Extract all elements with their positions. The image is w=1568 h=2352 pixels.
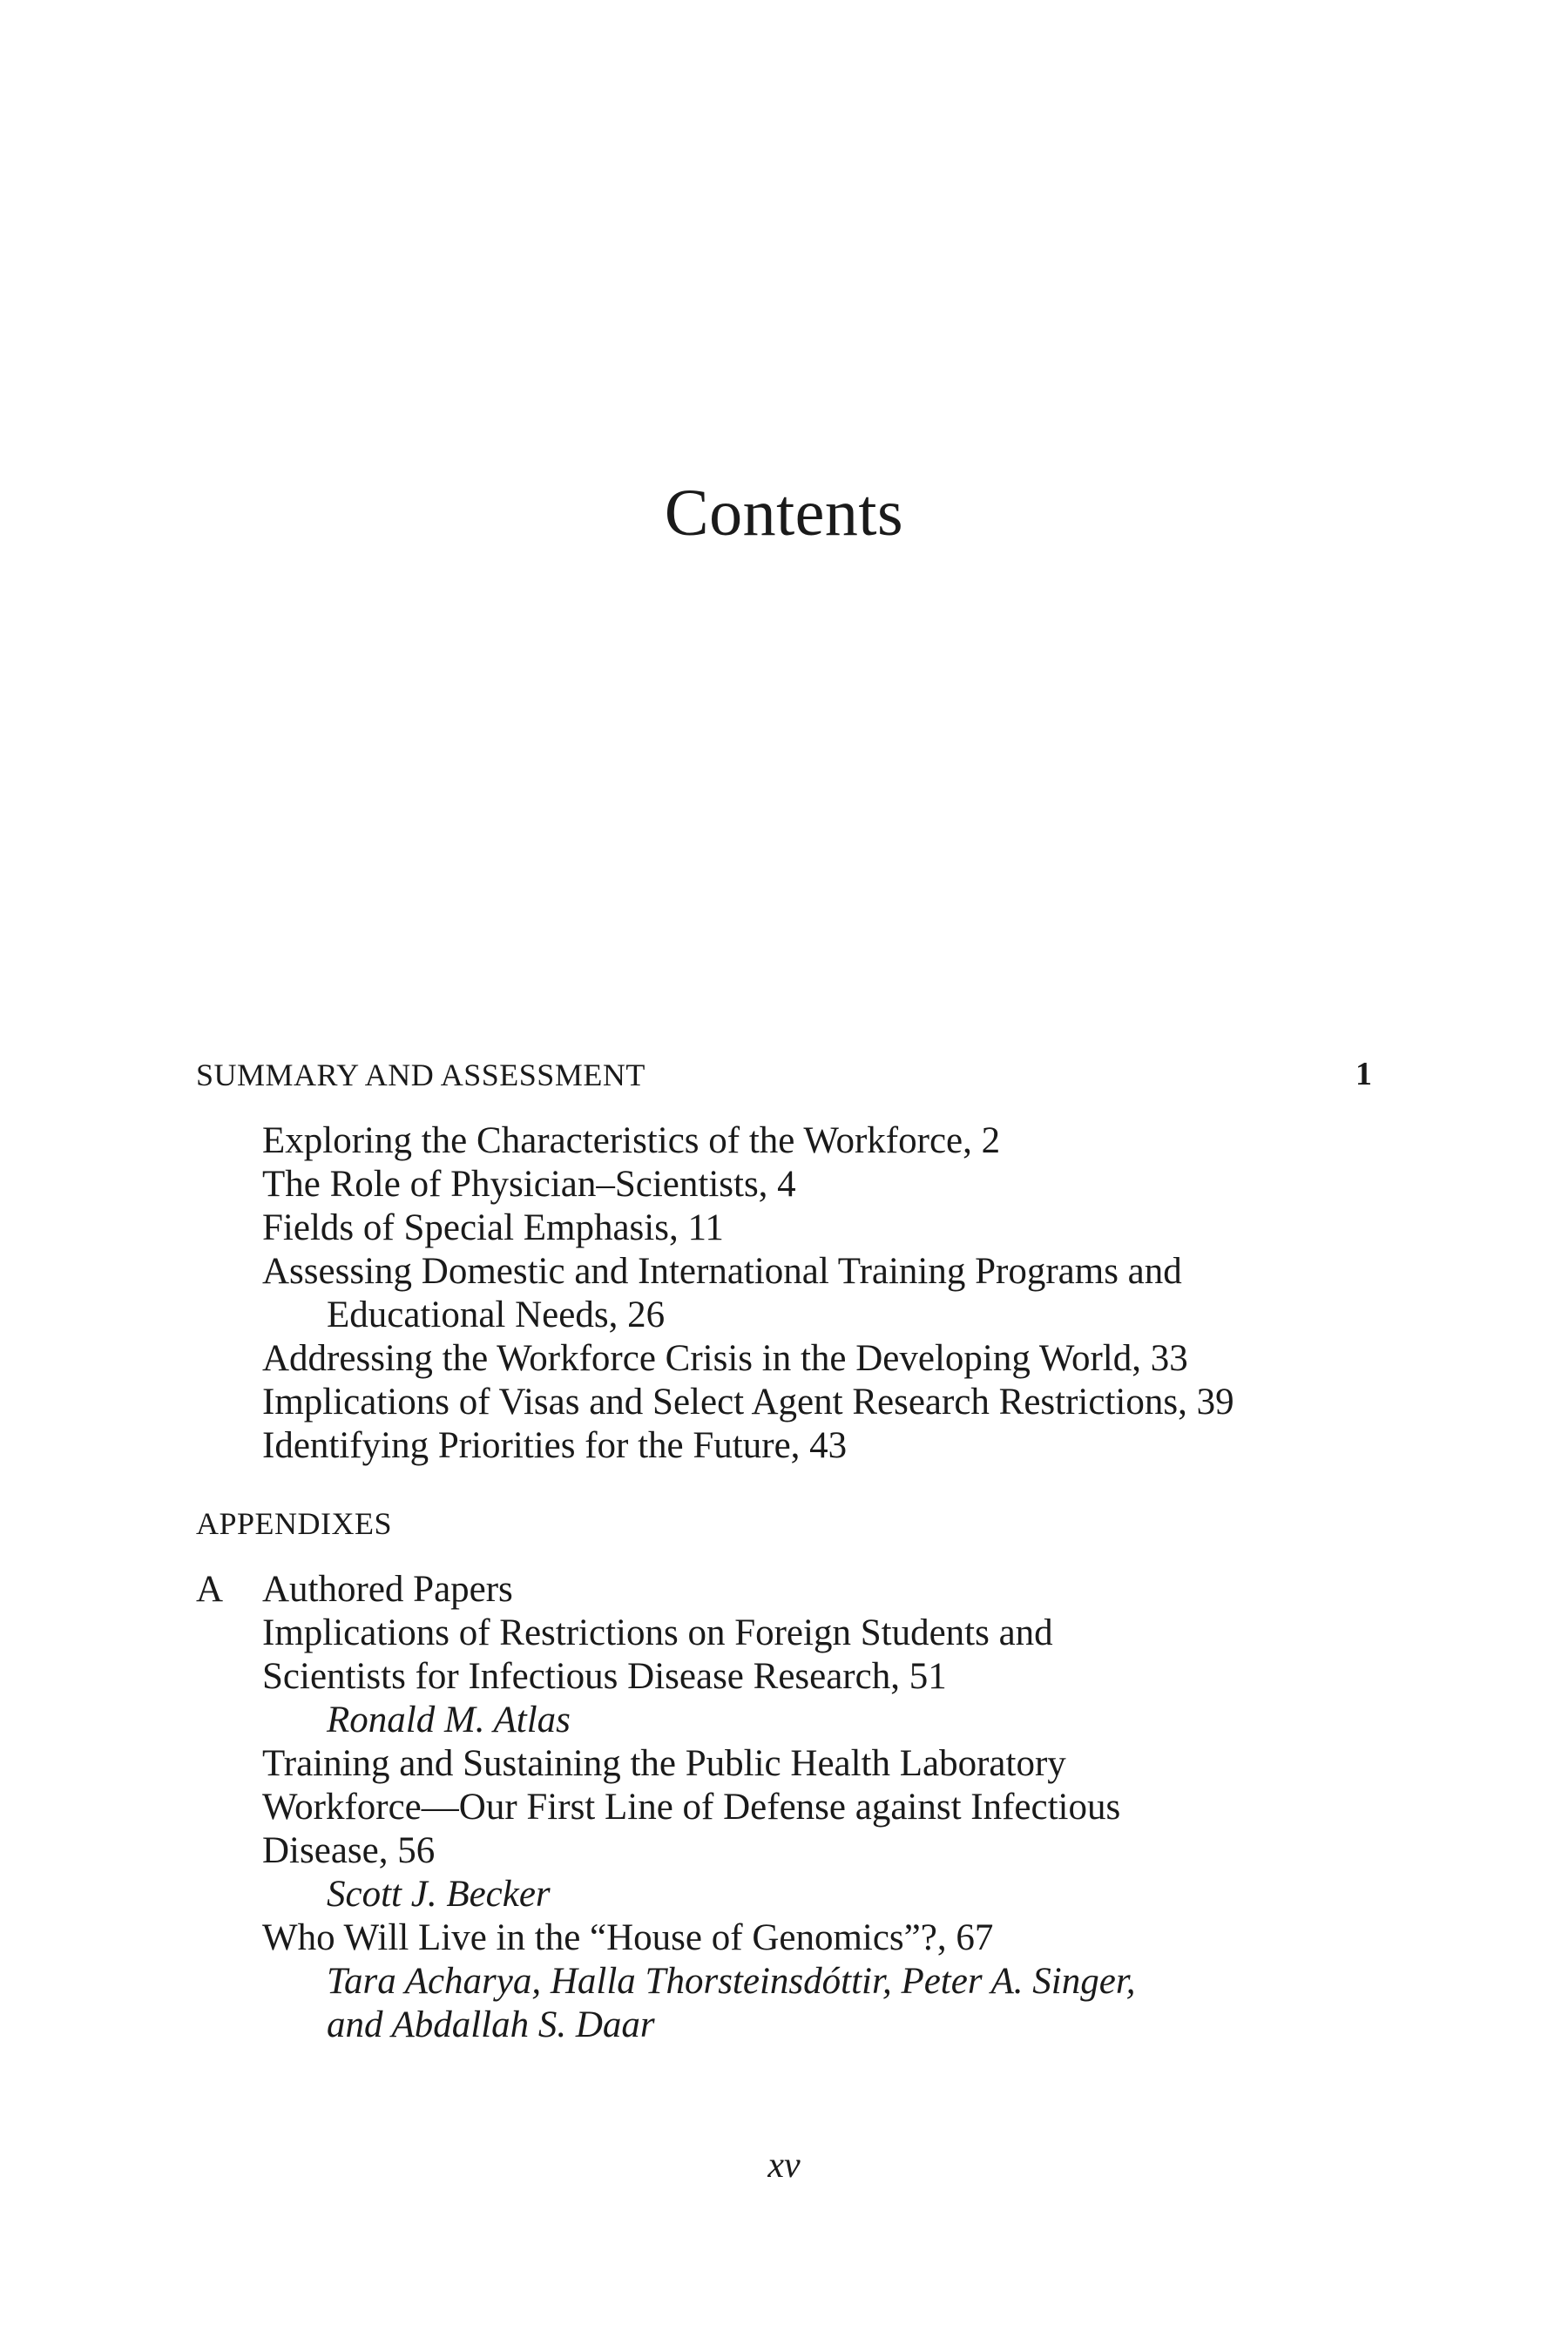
toc-entry: Addressing the Workforce Crisis in the Developing World, 33 [262,1338,1188,1379]
appendix-a-entries [196,1544,1372,2047]
toc-section-summary [196,1052,1372,1468]
section-page-number: 1 [1355,1056,1372,1092]
section-heading-appendixes: APPENDIXES [196,1506,393,1541]
section-heading-row [196,1052,1372,1096]
toc-entry: Fields of Special Emphasis, 11 [262,1207,724,1248]
paper-author: Tara Acharya, Halla Thorsteinsdóttir, Peter A. Singer, [327,1961,1136,2002]
toc-section-appendixes [196,1501,1372,2047]
toc-entry: Assessing Domestic and International Training Programs and [262,1251,1182,1292]
section-heading-summary: SUMMARY AND ASSESSMENT [196,1058,645,1092]
paper-title-line: Scientists for Infectious Disease Research, 51 [262,1656,947,1697]
page-folio: xv [767,2146,801,2186]
paper-author: Ronald M. Atlas [327,1700,571,1740]
toc-entry: Identifying Priorities for the Future, 43 [262,1425,848,1466]
paper-title-line: Implications of Restrictions on Foreign Students and [262,1612,1053,1653]
toc-entry-continuation: Educational Needs, 26 [327,1294,666,1335]
toc-entry: The Role of Physician–Scientists, 4 [262,1164,796,1205]
paper-title-line: Disease, 56 [262,1830,436,1871]
page-title: Contents [664,476,904,550]
paper-title-line: Training and Sustaining the Public Health Laboratory [262,1743,1066,1784]
appendix-title: Authored Papers [262,1569,513,1610]
summary-entries [196,1096,1372,1468]
paper-author: and Abdallah S. Daar [327,2004,655,2045]
table-of-contents [196,1052,1372,2047]
paper-author: Scott J. Becker [327,1874,551,1915]
appendix-letter: A [196,1569,224,1610]
section-heading-row [196,1501,1372,1544]
toc-entry: Implications of Visas and Select Agent Research Restrictions, 39 [262,1382,1234,1423]
paper-title-line: Who Will Live in the “House of Genomics”?, 67 [262,1917,994,1958]
toc-entry: Exploring the Characteristics of the Workforce, 2 [262,1120,1001,1161]
paper-title-line: Workforce—Our First Line of Defense against Infectious [262,1787,1121,1828]
